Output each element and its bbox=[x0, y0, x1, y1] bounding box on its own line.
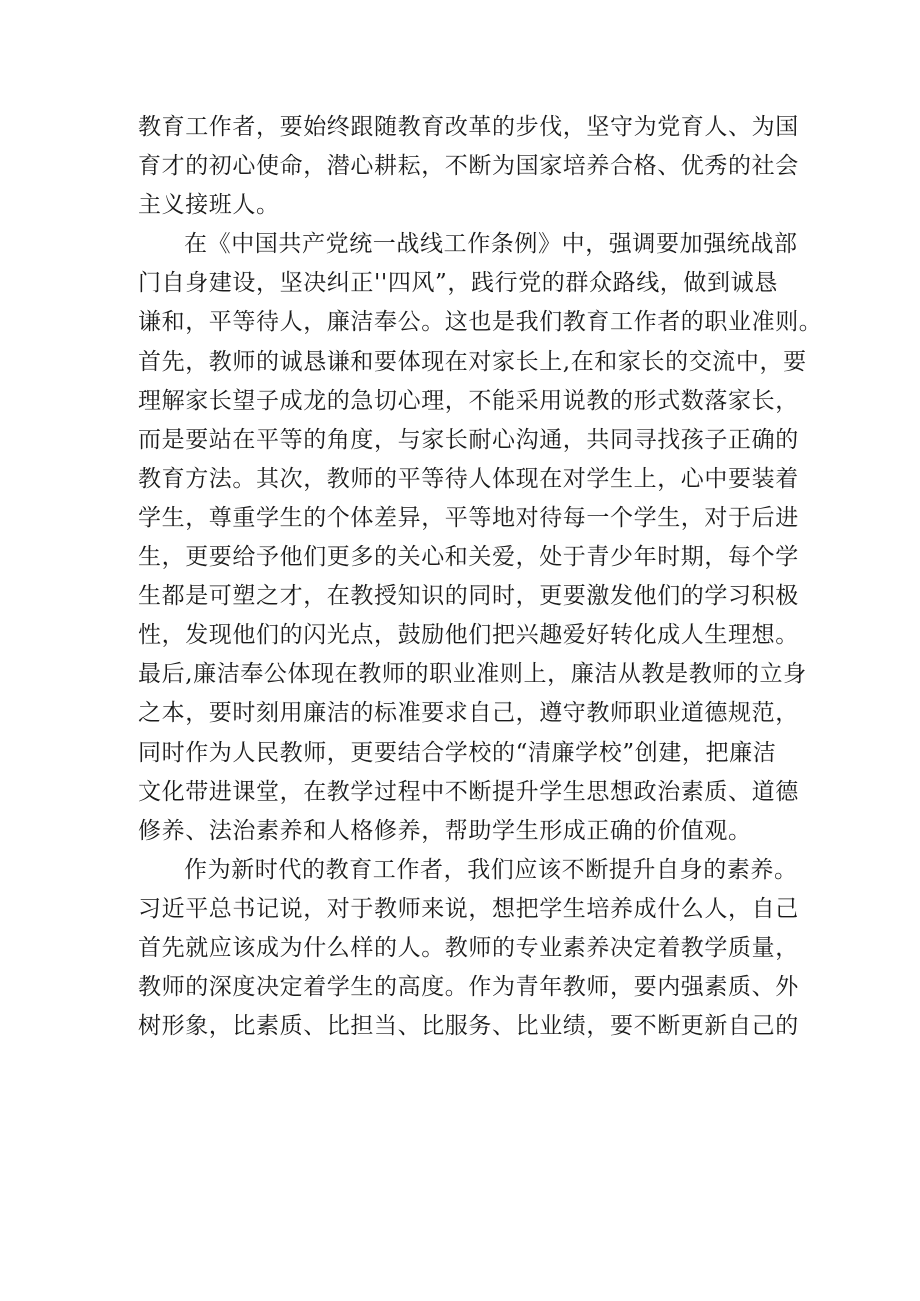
paragraph-2-line-1: 在《中国共产党统一战线工作条例》中，强调要加强统战部 bbox=[184, 231, 798, 258]
paragraph-3-line-4: 教师的深度决定着学生的高度。作为青年教师，要内强素质、外 bbox=[138, 974, 799, 1001]
paragraph-1-line-3: 主义接班人。 bbox=[138, 192, 280, 219]
paragraph-2-line-11: 性，发现他们的闪光点，鼓励他们把兴趣爱好转化成人生理想。 bbox=[138, 622, 799, 649]
paragraph-2-line-4: 首先，教师的诚恳谦和要体现在对家长上,在和家长的交流中，要 bbox=[138, 348, 807, 375]
paragraph-2-line-14: 同时作为人民教师，更要结合学校的“清廉学校”创建，把廉洁 bbox=[138, 739, 777, 766]
body-text bbox=[138, 108, 823, 1046]
paragraph-2-line-2: 门自身建设，坚决纠正''四风”，践行党的群众路线，做到诚恳 bbox=[138, 270, 778, 297]
paragraph-3-line-2: 习近平总书记说，对于教师来说，想把学生培养成什么人，自己 bbox=[138, 895, 799, 922]
paragraph-1-line-2: 育才的初心使命，潜心耕耘，不断为国家培养合格、优秀的社会 bbox=[138, 153, 799, 180]
paragraph-2-line-10: 生都是可塑之才，在教授知识的同时，更要激发他们的学习积极 bbox=[138, 583, 799, 610]
paragraph-2-line-5: 理解家长望子成龙的急切心理，不能采用说教的形式数落家长， bbox=[138, 387, 799, 414]
paragraph-2-line-16: 修养、法治素养和人格修养，帮助学生形成正确的价值观。 bbox=[138, 817, 752, 844]
paragraph-1-line-1: 教育工作者，要始终跟随教育改革的步伐，坚守为党育人、为国 bbox=[138, 114, 799, 140]
paragraph-3-line-3: 首先就应该成为什么样的人。教师的专业素养决定着教学质量， bbox=[138, 934, 799, 961]
paragraph-2-line-8: 学生，尊重学生的个体差异，平等地对待每一个学生，对于后进 bbox=[138, 504, 799, 531]
paragraph-2-line-9: 生，更要给予他们更多的关心和关爱，处于青少年时期，每个学 bbox=[138, 544, 799, 571]
paragraph-2-line-7: 教育方法。其次，教师的平等待人体现在对学生上，心中要装着 bbox=[138, 465, 799, 492]
paragraph-2-line-13: 之本，要时刻用廉洁的标准要求自己，遵守教师职业道德规范， bbox=[138, 700, 799, 727]
paragraph-2-line-3: 谦和，平等待人，廉洁奉公。这也是我们教育工作者的职业准则。 bbox=[138, 309, 823, 336]
paragraph-2-line-12: 最后,廉洁奉公体现在教师的职业准则上，廉洁从教是教师的立身 bbox=[138, 661, 807, 688]
paragraph-3-line-5: 树形象，比素质、比担当、比服务、比业绩，要不断更新自己的 bbox=[138, 1013, 799, 1040]
paragraph-3-line-1: 作为新时代的教育工作者，我们应该不断提升自身的素养。 bbox=[184, 856, 798, 883]
paragraph-2-line-6: 而是要站在平等的角度，与家长耐心沟通，共同寻找孩子正确的 bbox=[138, 426, 799, 453]
paragraph-2-line-15: 文化带进课堂，在教学过程中不断提升学生思想政治素质、道德 bbox=[138, 778, 799, 805]
